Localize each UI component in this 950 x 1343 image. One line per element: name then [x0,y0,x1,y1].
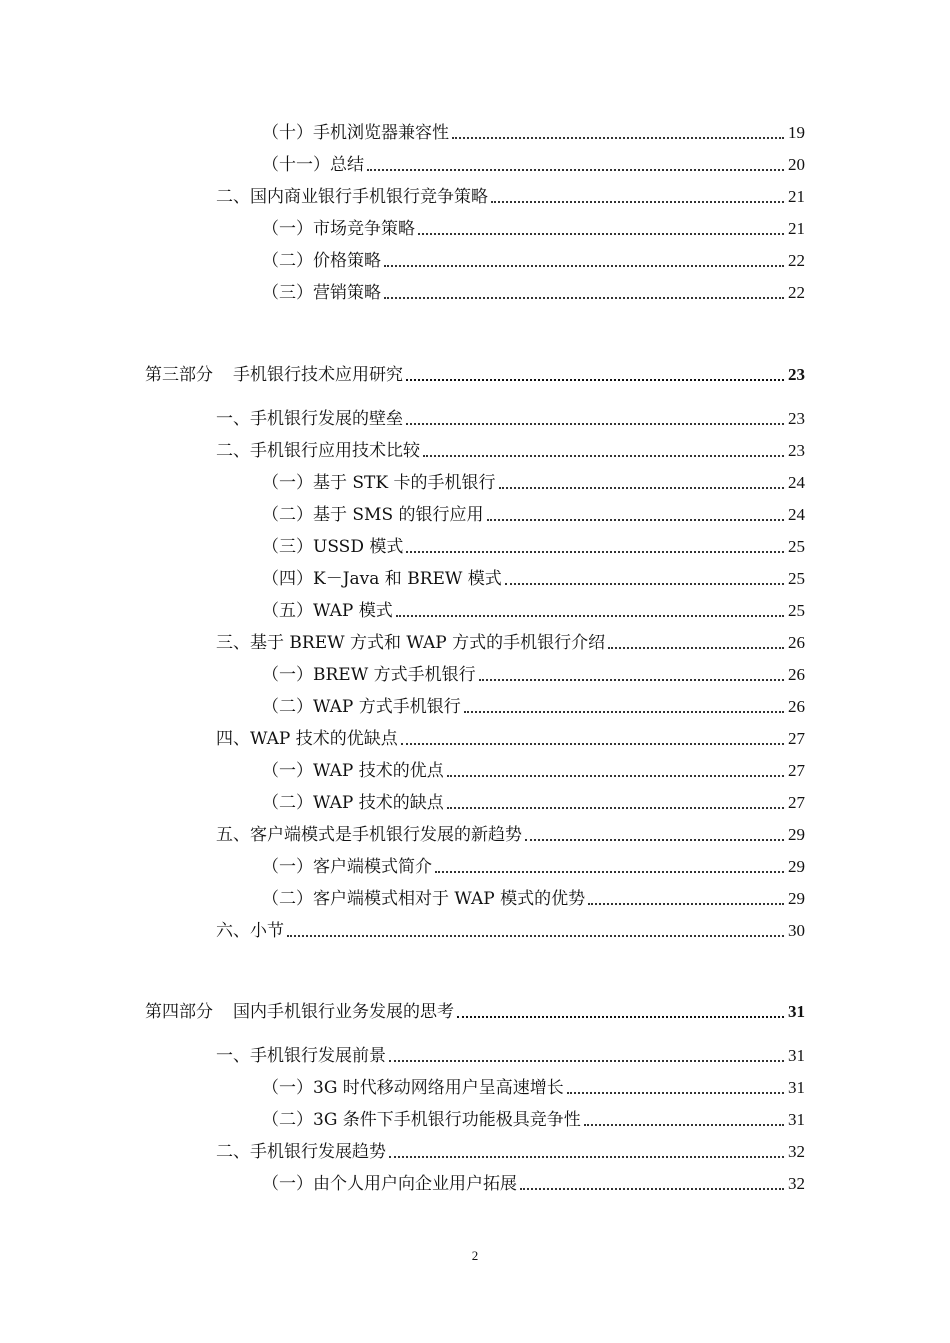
toc-page-number: 23 [788,441,805,460]
toc-page-number: 31 [788,1002,805,1021]
dot-leader [567,1092,784,1094]
dot-leader [447,775,784,777]
toc-entry[interactable] [262,250,805,272]
toc-entry-text: 一、手机银行发展的壁垒 [216,409,403,429]
toc-entry[interactable] [216,728,805,750]
toc-entry[interactable] [262,1109,805,1131]
toc-entry-text: （二）客户端模式相对于 WAP 模式的优势 [262,889,586,909]
toc-entry-text: 一、手机银行发展前景 [216,1046,386,1066]
toc-page-number: 29 [788,857,805,876]
page-number-footer: 2 [471,1248,479,1263]
dot-leader [525,839,784,841]
dot-leader [464,711,784,713]
toc-page-number: 24 [788,473,805,492]
toc-page-number: 31 [788,1110,805,1129]
toc-entry[interactable] [216,440,805,462]
toc-page-number: 23 [788,365,805,384]
dot-leader [479,679,784,681]
toc-entry-text: （二）基于 SMS 的银行应用 [262,505,484,525]
toc-entry-text: （一）3G 时代移动网络用户呈高速增长 [262,1078,564,1098]
toc-entry[interactable] [262,792,805,814]
dot-leader [384,265,784,267]
toc-page-number: 29 [788,825,805,844]
toc-page-number: 25 [788,537,805,556]
toc-entry[interactable] [262,218,805,240]
toc-entry-text: （一）基于 STK 卡的手机银行 [262,473,496,493]
toc-page-number: 31 [788,1046,805,1065]
toc-entry-text: （三）营销策略 [262,283,381,303]
dot-leader [423,455,784,457]
toc-entry[interactable] [262,664,805,686]
toc-page-number: 21 [788,187,805,206]
toc-entry-text: （十一）总结 [262,155,364,175]
dot-leader [389,1060,784,1062]
toc-entry-text: （二）WAP 技术的缺点 [262,793,444,813]
toc-page-number: 22 [788,251,805,270]
dot-leader [608,647,784,649]
toc-entry-text: 五、客户端模式是手机银行发展的新趋势 [216,825,522,845]
toc-entry[interactable] [262,472,805,494]
toc-entry-text: （一）市场竞争策略 [262,219,415,239]
toc-entry-text: 二、国内商业银行手机银行竞争策略 [216,187,488,207]
toc-entry-text: （二）3G 条件下手机银行功能极具竞争性 [262,1110,581,1130]
dot-leader [491,201,784,203]
toc-entry[interactable] [262,504,805,526]
dot-leader [406,379,784,381]
dot-leader [396,615,784,617]
toc-page-number: 23 [788,409,805,428]
toc-entry[interactable] [216,1045,805,1067]
toc-entry[interactable] [262,600,805,622]
toc-page-number: 25 [788,601,805,620]
toc-entry[interactable] [262,696,805,718]
toc-entry[interactable] [216,186,805,208]
toc-part-text: 手机银行技术应用研究 [233,365,403,385]
dot-leader [389,1156,784,1158]
toc-entry[interactable] [216,408,805,430]
toc-entry-text: （四）K－Java 和 BREW 模式 [262,569,502,589]
toc-part-label: 第四部分 [145,1002,213,1022]
dot-leader [401,743,784,745]
toc-entry[interactable] [262,856,805,878]
dot-leader [499,487,785,489]
toc-page-number: 25 [788,569,805,588]
toc-page-number: 27 [788,729,805,748]
toc-entry-text: （三）USSD 模式 [262,537,404,557]
toc-entry-text: （一）客户端模式简介 [262,857,432,877]
dot-leader [457,1016,784,1018]
toc-entry[interactable] [262,282,805,304]
toc-entry-text: （一）由个人用户向企业用户拓展 [262,1174,517,1194]
toc-entry[interactable] [262,568,805,590]
dot-leader [367,169,784,171]
toc-entry-text: （二）价格策略 [262,251,381,271]
toc-entry[interactable] [262,122,805,144]
dot-leader [406,551,784,553]
toc-entry[interactable] [262,888,805,910]
toc-part-title [145,1001,454,1023]
toc-entry[interactable] [216,1141,805,1163]
toc-entry-text: （二）WAP 方式手机银行 [262,697,461,717]
dot-leader [505,583,784,585]
toc-entry[interactable] [262,760,805,782]
toc-page-number: 31 [788,1078,805,1097]
toc-page-number: 24 [788,505,805,524]
toc-page-number: 26 [788,697,805,716]
toc-entry[interactable] [262,536,805,558]
dot-leader [418,233,784,235]
toc-entry-text: 四、WAP 技术的优缺点 [216,729,398,749]
dot-leader [406,423,784,425]
toc-page-number: 32 [788,1174,805,1193]
toc-entry[interactable] [216,632,805,654]
toc-page-number: 27 [788,761,805,780]
toc-page-number: 29 [788,889,805,908]
toc-entry[interactable] [262,1077,805,1099]
toc-part-heading[interactable] [145,1001,805,1023]
dot-leader [447,807,784,809]
dot-leader [584,1124,784,1126]
toc-entry-text: （一）BREW 方式手机银行 [262,665,476,685]
dot-leader [287,935,784,937]
toc-page-number: 32 [788,1142,805,1161]
toc-entry-text: 六、小节 [216,921,284,941]
toc-entry[interactable] [216,824,805,846]
toc-page-number: 27 [788,793,805,812]
toc-page-number: 19 [788,123,805,142]
toc-entry[interactable] [262,154,805,176]
dot-leader [487,519,784,521]
toc-page-number: 30 [788,921,805,940]
toc-part-label: 第三部分 [145,365,213,385]
toc-entry-text: （五）WAP 模式 [262,601,393,621]
toc-page-number: 22 [788,283,805,302]
dot-leader [520,1188,784,1190]
toc-entry-text: 二、手机银行应用技术比较 [216,441,420,461]
toc-entry[interactable] [216,920,805,942]
dot-leader [588,903,784,905]
toc-page-number: 21 [788,219,805,238]
toc-part-title [145,364,403,386]
dot-leader [435,871,784,873]
toc-part-text: 国内手机银行业务发展的思考 [233,1002,454,1022]
dot-leader [384,297,784,299]
dot-leader [452,137,784,139]
toc-entry-text: 三、基于 BREW 方式和 WAP 方式的手机银行介绍 [216,633,606,653]
toc-part-heading[interactable] [145,364,805,386]
toc-entry-text: （十）手机浏览器兼容性 [262,123,449,143]
toc-entry-text: （一）WAP 技术的优点 [262,761,444,781]
toc-entry-text: 二、手机银行发展趋势 [216,1142,386,1162]
toc-page-number: 26 [788,665,805,684]
toc-page-number: 20 [788,155,805,174]
toc-entry[interactable] [262,1173,805,1195]
toc-page-number: 26 [788,633,805,652]
